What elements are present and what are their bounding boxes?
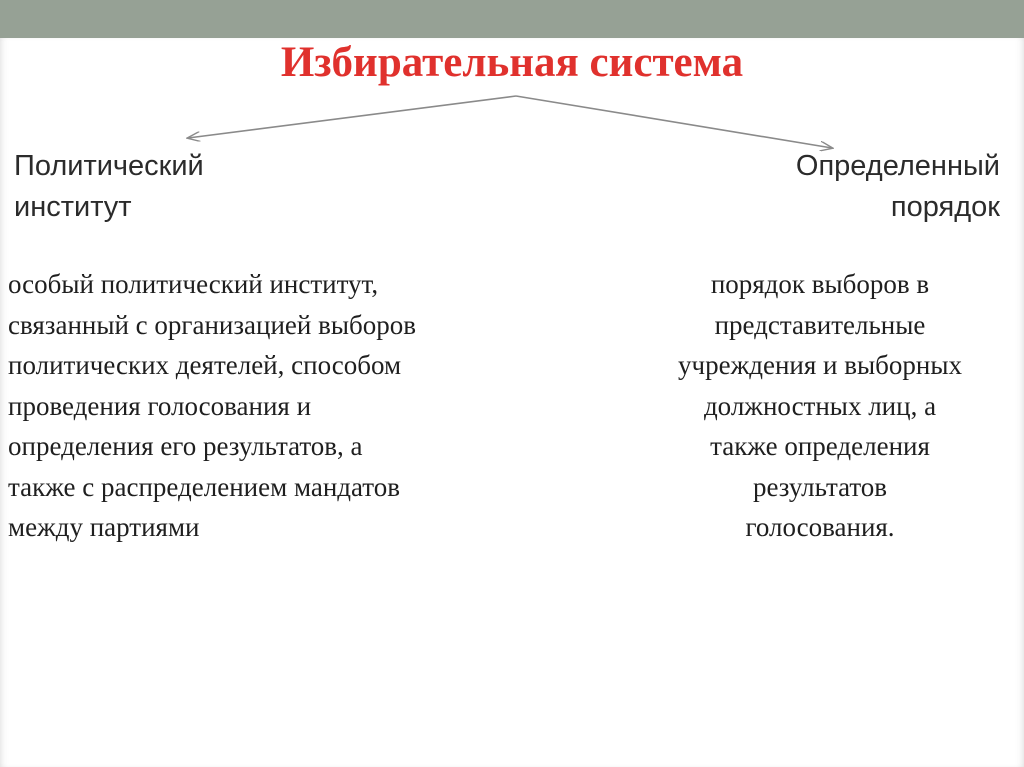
branch-label-certain-order: Определенный порядок (795, 150, 1000, 223)
definition-certain-order: порядок выборов в представительные учреждения и выборных должностных лиц, а также определения результатов голосования. (678, 269, 962, 542)
definition-political-institute: особый политический институт, связанный с организацией выборов политических деятелей, способом проведения голосования и определения его результатов, а также с распределением мандатов между партиями (8, 269, 416, 542)
top-bar (0, 0, 1024, 38)
branch-label-political-institute: Политический институт (14, 150, 204, 223)
slide-title: Избирательная система (280, 39, 744, 86)
